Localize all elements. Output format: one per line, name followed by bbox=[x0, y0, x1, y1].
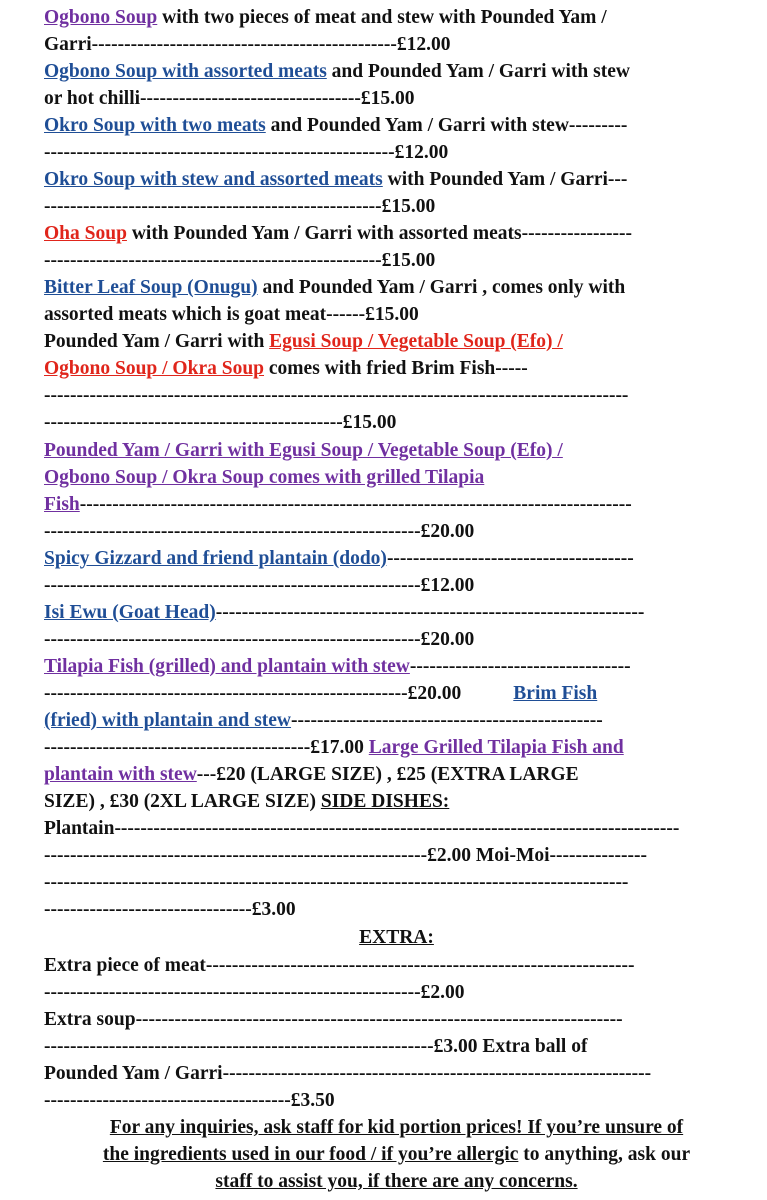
extra-heading: EXTRA: bbox=[359, 927, 434, 948]
item-description: and Pounded Yam / Garri , comes only with bbox=[257, 277, 626, 298]
item-name-link[interactable]: Isi Ewu (Goat Head) bbox=[44, 602, 216, 623]
menu-item-brim-fish bbox=[44, 707, 749, 734]
menu-item-line bbox=[44, 464, 749, 491]
item-description: comes with fried Brim Fish----- bbox=[264, 358, 528, 379]
item-description: and Pounded Yam / Garri with stew bbox=[326, 61, 630, 82]
menu-item-brim-fish-combo bbox=[44, 328, 749, 355]
item-name: Moi-Moi bbox=[475, 845, 550, 866]
item-name-link[interactable]: Spicy Gizzard and friend plantain (dodo) bbox=[44, 548, 387, 569]
dash-leader: ---------------------------------- bbox=[409, 656, 631, 677]
item-name: Extra piece of meat bbox=[44, 955, 206, 976]
extra-item-line bbox=[44, 1087, 749, 1114]
item-price: ----------------------------------------------------------£12.00 bbox=[44, 575, 475, 596]
dash-leader: ------------------------------------------------------------------------------------------ bbox=[44, 872, 629, 893]
dash-leader: ------------------------------------------------------------------ bbox=[205, 955, 635, 976]
item-description: with Pounded Yam / Garri--- bbox=[382, 169, 628, 190]
item-price: ----------------------------------------------£15.00 bbox=[44, 412, 397, 433]
side-dishes-heading: SIDE DISHES: bbox=[320, 791, 450, 812]
footer-notice bbox=[44, 1168, 749, 1195]
item-name-link[interactable]: Tilapia Fish (grilled) and plantain with stew bbox=[44, 656, 410, 677]
menu-item-line bbox=[44, 355, 749, 382]
menu-item-line bbox=[44, 301, 749, 328]
item-name-link[interactable]: (fried) with plantain and stew bbox=[44, 710, 292, 731]
item-description: and Pounded Yam / Garri with stew--------- bbox=[265, 115, 628, 136]
side-item-line bbox=[44, 842, 749, 869]
item-description: SIZE) , £30 (2XL LARGE SIZE) bbox=[44, 791, 321, 812]
item-price: --------------------------------------------------------£20.00 bbox=[44, 683, 462, 704]
menu-item-oha bbox=[44, 220, 749, 247]
menu-item-line bbox=[44, 382, 749, 409]
item-name-link[interactable]: Ogbono Soup / Okra Soup bbox=[44, 358, 265, 379]
item-price: ----------------------------------------------------------£2.00 bbox=[44, 982, 465, 1003]
menu-item-okro-assorted bbox=[44, 166, 749, 193]
item-name-link[interactable]: Egusi Soup / Vegetable Soup (Efo) / bbox=[269, 331, 563, 352]
item-description: with Pounded Yam / Garri with assorted meats----------------- bbox=[126, 223, 633, 244]
dash-leader: --------------------------------------------------------------------------------------- bbox=[114, 818, 680, 839]
item-price: --------------------------------------£3.50 bbox=[44, 1090, 335, 1111]
menu-item-line bbox=[44, 139, 749, 166]
dash-leader: --------------------------------------------------------------------------- bbox=[135, 1009, 623, 1030]
menu-item-line bbox=[44, 518, 749, 545]
footer-text: staff to assist you, if there are any concerns. bbox=[215, 1171, 578, 1192]
item-name-link[interactable]: Ogbono Soup with assorted meats bbox=[44, 61, 327, 82]
item-description: with two pieces of meat and stew with Pounded Yam / bbox=[157, 7, 607, 28]
item-name: Extra ball of bbox=[482, 1036, 588, 1057]
menu-item-line bbox=[44, 572, 749, 599]
item-description: Pounded Yam / Garri with bbox=[44, 331, 270, 352]
item-name-link[interactable]: Okro Soup with stew and assorted meats bbox=[44, 169, 383, 190]
item-price: ----------------------------------------------------------£20.00 bbox=[44, 629, 475, 650]
footer-text: For any inquiries, ask staff for kid portion prices! If you’re unsure of bbox=[109, 1117, 684, 1138]
item-price: assorted meats which is goat meat------£15.00 bbox=[44, 304, 419, 325]
dash-leader: -------------------------------------- bbox=[386, 548, 634, 569]
item-price: Garri-----------------------------------------------£12.00 bbox=[44, 34, 451, 55]
menu-item-tilapia-combo bbox=[44, 437, 749, 464]
menu-item-ogbono bbox=[44, 4, 749, 31]
item-price: --------------------------------£3.00 bbox=[44, 899, 296, 920]
menu-item-ogbono-assorted bbox=[44, 58, 749, 85]
menu-item-tilapia-grilled bbox=[44, 653, 749, 680]
item-name-link[interactable]: Bitter Leaf Soup (Onugu) bbox=[44, 277, 258, 298]
menu-item-line bbox=[44, 788, 749, 815]
item-name: Extra soup bbox=[44, 1009, 136, 1030]
dash-leader: ------------------------------------------------------------------ bbox=[215, 602, 645, 623]
item-name-link[interactable]: Pounded Yam / Garri with Egusi Soup / Vegetable Soup (Efo) / bbox=[44, 440, 563, 461]
menu-item-line bbox=[44, 680, 749, 707]
item-price: ----------------------------------------------------£15.00 bbox=[44, 250, 436, 271]
menu-item-line bbox=[44, 409, 749, 436]
footer-notice bbox=[44, 1114, 749, 1141]
item-description: ---£20 (LARGE SIZE) , £25 (EXTRA LARGE bbox=[196, 764, 579, 785]
side-item-line bbox=[44, 896, 749, 923]
footer-text: the ingredients used in our food / if you’re allergic bbox=[102, 1144, 519, 1165]
item-price: ------------------------------------------------------£12.00 bbox=[44, 142, 449, 163]
menu-item-line bbox=[44, 85, 749, 112]
dash-leader: --------------- bbox=[549, 845, 647, 866]
menu-item-line bbox=[44, 734, 749, 761]
item-name-link[interactable]: Ogbono Soup bbox=[44, 7, 158, 28]
item-name-link[interactable]: Oha Soup bbox=[44, 223, 127, 244]
menu-item-isi-ewu bbox=[44, 599, 749, 626]
dash-leader: ------------------------------------------------------------------------------------- bbox=[79, 494, 632, 515]
item-name-link[interactable]: Fish bbox=[44, 494, 80, 515]
menu-item-bitter-leaf bbox=[44, 274, 749, 301]
item-name: Plantain bbox=[44, 818, 115, 839]
menu-item-line bbox=[44, 626, 749, 653]
item-price: -----------------------------------------£17.00 bbox=[44, 737, 369, 758]
extra-item-meat bbox=[44, 952, 749, 979]
dash-leader: ------------------------------------------------------------------ bbox=[222, 1063, 652, 1084]
item-price: ------------------------------------------------------------£3.00 bbox=[44, 1036, 483, 1057]
extra-item-line bbox=[44, 1033, 749, 1060]
item-name-link[interactable]: plantain with stew bbox=[44, 764, 197, 785]
item-name-link[interactable]: Brim Fish bbox=[513, 683, 598, 704]
menu-item-line bbox=[44, 193, 749, 220]
item-price: or hot chilli----------------------------------£15.00 bbox=[44, 88, 415, 109]
dash-leader: ------------------------------------------------ bbox=[291, 710, 603, 731]
menu-item-okro bbox=[44, 112, 749, 139]
extra-item-ball bbox=[44, 1060, 749, 1087]
item-price: ----------------------------------------------------------£20.00 bbox=[44, 521, 475, 542]
item-name-link[interactable]: Ogbono Soup / Okra Soup comes with grilled Tilapia bbox=[44, 467, 485, 488]
menu-item-line bbox=[44, 491, 749, 518]
extra-item-soup bbox=[44, 1006, 749, 1033]
side-item-plantain bbox=[44, 815, 749, 842]
item-price: ----------------------------------------------------£15.00 bbox=[44, 196, 436, 217]
item-name: Pounded Yam / Garri bbox=[44, 1063, 223, 1084]
menu-item-large-tilapia bbox=[44, 761, 749, 788]
side-item-line bbox=[44, 869, 749, 896]
extra-item-line bbox=[44, 979, 749, 1006]
item-price: -----------------------------------------------------------£2.00 bbox=[44, 845, 476, 866]
item-name-link[interactable]: Large Grilled Tilapia Fish and bbox=[368, 737, 624, 758]
footer-notice bbox=[44, 1141, 749, 1168]
menu-item-line bbox=[44, 31, 749, 58]
menu-item-gizzard bbox=[44, 545, 749, 572]
menu-item-line bbox=[44, 247, 749, 274]
dash-leader: ------------------------------------------------------------------------------------------ bbox=[44, 385, 629, 406]
footer-text: to anything, ask our bbox=[518, 1144, 691, 1165]
item-name-link[interactable]: Okro Soup with two meats bbox=[44, 115, 266, 136]
